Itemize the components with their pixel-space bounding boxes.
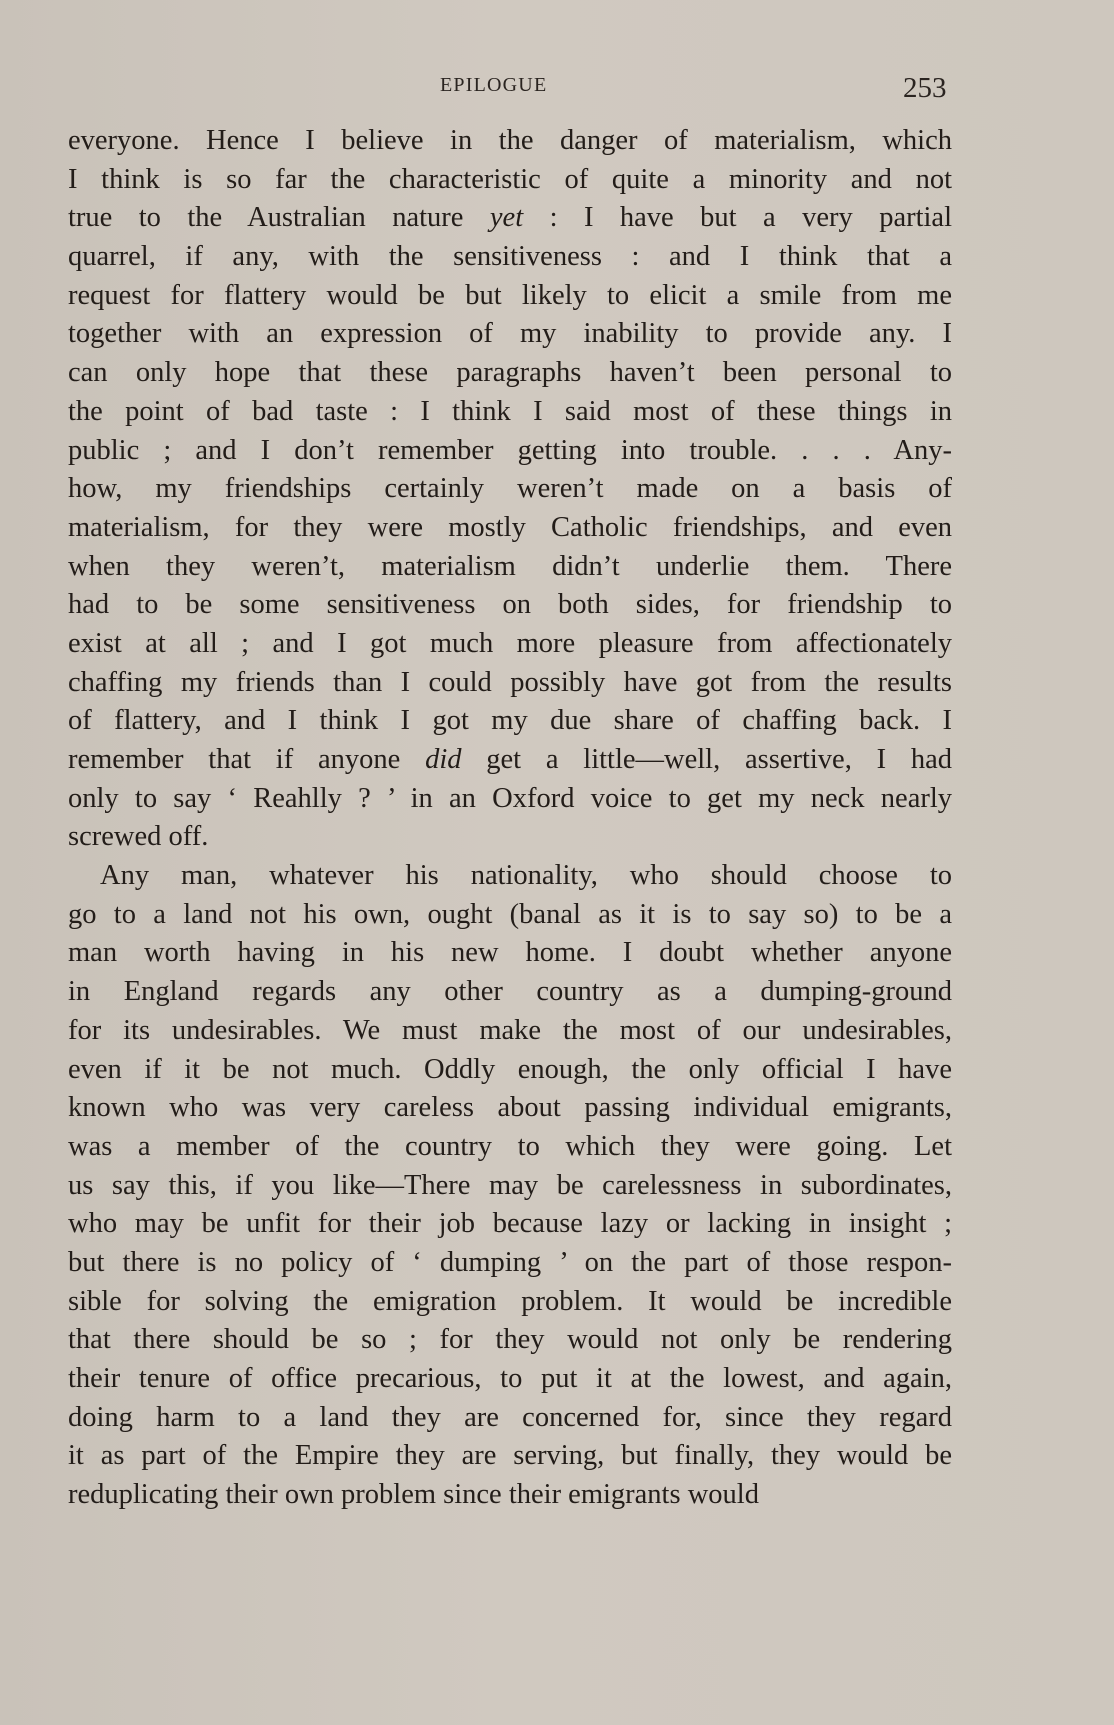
text-line: true to the Australian nature yet : I have but a very partial <box>68 202 952 234</box>
text-line: how, my friendships certainly weren’t made on a basis of <box>68 473 952 505</box>
text-line: in England regards any other country as a dumping-ground <box>68 976 952 1008</box>
text-line: even if it be not much. Oddly enough, the only official I have <box>68 1053 952 1085</box>
italic-word: yet <box>489 202 524 234</box>
text-line: their tenure of office precarious, to put it at the lowest, and again, <box>68 1363 952 1394</box>
text-line: quarrel, if any, with the sensitiveness : and I think that a <box>68 241 952 273</box>
text-line: was a member of the country to which they were going. Let <box>68 1130 952 1162</box>
body-text <box>68 122 952 1515</box>
text-line: it as part of the Empire they are serving, but finally, they would be <box>68 1440 952 1472</box>
text-line: doing harm to a land they are concerned for, since they regard <box>68 1401 952 1433</box>
text-line: request for flattery would be but likely to elicit a smile from me <box>68 279 952 311</box>
text-line: materialism, for they were mostly Catholic friendships, and even <box>68 511 952 543</box>
text-line: remember that if anyone did get a little—well, assertive, I had <box>68 744 952 775</box>
running-head <box>0 72 1114 112</box>
italic-word: did <box>425 744 462 775</box>
running-title: EPILOGUE <box>440 74 548 96</box>
text-line: had to be some sensitiveness on both sides, for friendship to <box>68 589 952 621</box>
text-line: who may be unfit for their job because lazy or lacking in insight ; <box>68 1208 952 1240</box>
text-line: screwed off. <box>68 821 209 853</box>
text-line: for its undesirables. We must make the most of our undesirables, <box>68 1014 952 1046</box>
paragraph <box>68 857 952 1515</box>
text-line: but there is no policy of ‘ dumping ’ on the part of those respon- <box>68 1246 952 1278</box>
text-line: us say this, if you like—There may be carelessness in subordinates, <box>68 1169 952 1201</box>
text-line: reduplicating their own problem since their emigrants would <box>68 1479 759 1511</box>
text-line: sible for solving the emigration problem. It would be incredible <box>68 1285 952 1317</box>
text-line: the point of bad taste : I think I said most of these things in <box>68 395 952 427</box>
text-line: exist at all ; and I got much more pleasure from affectionately <box>68 627 952 659</box>
text-line: man worth having in his new home. I doubt whether anyone <box>68 937 952 969</box>
text-line: go to a land not his own, ought (banal as it is to say so) to be a <box>68 898 952 930</box>
text-line: only to say ‘ Reahlly ? ’ in an Oxford voice to get my neck nearly <box>68 782 952 814</box>
text-line: chaffing my friends than I could possibly have got from the results <box>68 666 952 698</box>
text-line: together with an expression of my inability to provide any. I <box>68 318 952 350</box>
text-line: public ; and I don’t remember getting into trouble. . . . Any- <box>68 434 952 466</box>
text-line: I think is so far the characteristic of quite a minority and not <box>68 163 952 195</box>
text-line: Any man, whatever his nationality, who should choose to <box>100 860 952 892</box>
text-line: known who was very careless about passing individual emigrants, <box>68 1092 952 1124</box>
text-line: everyone. Hence I believe in the danger of materialism, which <box>68 125 952 156</box>
text-line: of flattery, and I think I got my due share of chaffing back. I <box>68 705 952 737</box>
page-number: 253 <box>903 72 947 104</box>
paragraph <box>68 122 952 857</box>
text-line: when they weren’t, materialism didn’t underlie them. There <box>68 550 952 582</box>
text-line: that there should be so ; for they would not only be rendering <box>68 1324 952 1356</box>
text-line: can only hope that these paragraphs haven’t been personal to <box>68 357 952 389</box>
